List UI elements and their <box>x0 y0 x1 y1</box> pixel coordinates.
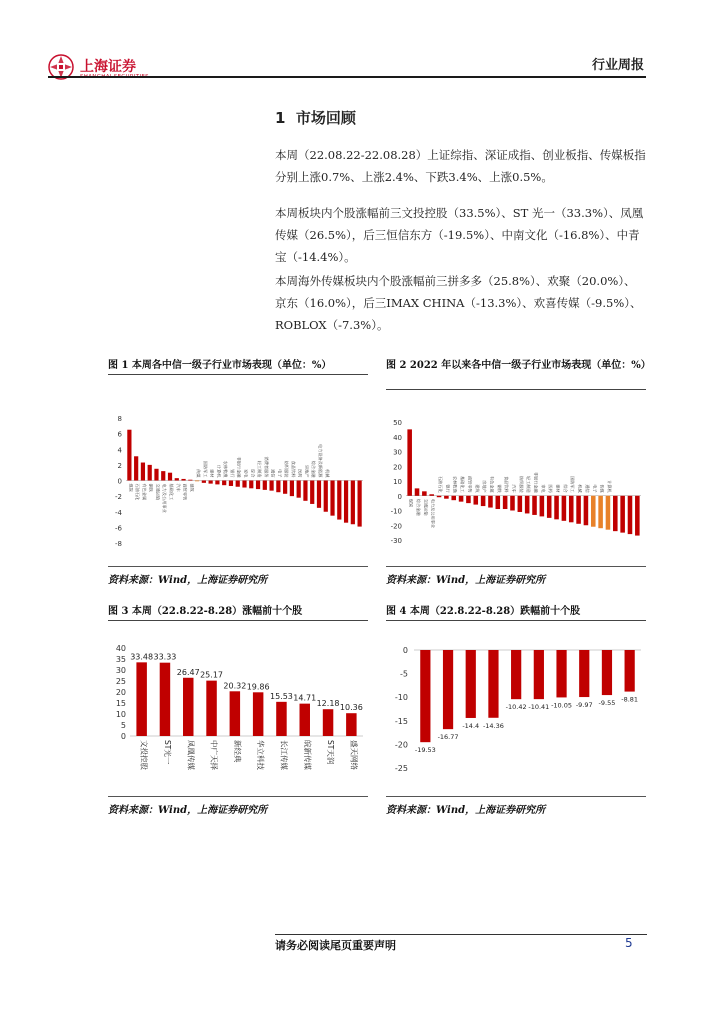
value-label: -19.53 <box>414 746 436 755</box>
bar <box>510 496 515 511</box>
chart-industry-weekly <box>108 400 368 560</box>
x-tick-label: 房地产 <box>304 464 310 478</box>
y-tick-label: 20 <box>393 463 402 472</box>
x-tick-label: 商贸零售 <box>467 475 473 493</box>
chart-top10-losers <box>386 640 646 790</box>
x-tick-label: 农林牧渔 <box>452 475 458 493</box>
y-tick-label: 0 <box>117 477 122 486</box>
x-tick-label: 传媒 <box>599 484 605 493</box>
value-label: -10.42 <box>505 703 527 712</box>
bar <box>206 681 216 736</box>
source3-divider <box>108 796 368 797</box>
x-tick-label: 长江传媒 <box>279 740 289 770</box>
bar <box>451 496 456 500</box>
bar <box>496 496 501 509</box>
header-divider <box>48 76 646 78</box>
x-tick-label: 建筑 <box>189 483 195 492</box>
fig3-title: 图 3 本周（22.8.22-8.28）涨幅前十个股 <box>108 606 303 617</box>
x-tick-label: 银行 <box>229 469 235 478</box>
y-tick-label: -2 <box>115 493 122 502</box>
y-tick-label: 35 <box>115 655 126 664</box>
bar <box>276 481 280 493</box>
bar <box>209 481 213 484</box>
x-tick-label: 综合金融 <box>311 460 317 478</box>
y-tick-label: -5 <box>400 669 408 679</box>
bar <box>127 430 131 481</box>
x-tick-label: 计算机 <box>606 480 612 493</box>
x-tick-label: ST光一 <box>162 740 172 765</box>
y-tick-label: 10 <box>115 710 126 719</box>
bar <box>195 481 199 482</box>
y-tick-label: 10 <box>393 478 402 486</box>
fig4-title: 图 4 本周（22.8.22-8.28）跌幅前十个股 <box>386 606 581 617</box>
bar <box>422 491 427 495</box>
x-tick-label: 石油石化 <box>135 483 141 501</box>
bar <box>181 479 185 481</box>
bar <box>481 496 486 506</box>
paragraph-2: 本周板块内个股涨幅前三文投控股（33.5%）、ST 光一（33.3%）、凤凰传媒（26.5%），后三恒信东方（-19.5%）、中南文化（-16.8%）、中青宝（-14.4%）。 <box>275 206 644 264</box>
bar <box>503 496 508 509</box>
x-tick-label: 煤炭 <box>128 483 134 492</box>
value-label: 33.33 <box>153 652 177 662</box>
value-label: -9.55 <box>598 699 616 708</box>
x-tick-label: 医药 <box>297 469 303 478</box>
x-tick-label: 综合 <box>562 484 568 493</box>
bar <box>466 496 471 503</box>
bar <box>222 481 226 486</box>
bar <box>429 494 434 495</box>
bar <box>168 473 172 481</box>
bar <box>415 488 420 495</box>
bar <box>297 481 301 498</box>
bar <box>511 650 521 699</box>
y-tick-label: -20 <box>390 522 402 531</box>
x-tick-label: 盛天网络 <box>349 740 359 770</box>
x-tick-label: 通信 <box>270 469 276 478</box>
bar <box>256 481 260 490</box>
bar <box>443 650 453 729</box>
x-tick-label: 钢铁 <box>148 483 154 492</box>
x-tick-label: 钢铁 <box>496 484 502 493</box>
footer-disclaimer: 请务必阅读尾页重要声明 <box>275 939 396 952</box>
x-tick-label: 非银行金融 <box>236 456 242 478</box>
x-tick-label: 电力及公用事业 <box>430 498 436 529</box>
bar <box>346 713 356 736</box>
x-tick-label: 皖新传媒 <box>302 740 312 770</box>
bar <box>407 429 412 495</box>
bar <box>556 650 566 697</box>
bar <box>351 481 355 525</box>
value-label: 12.18 <box>316 699 340 709</box>
fig2-title-divider <box>386 389 646 390</box>
value-label: -14.36 <box>482 721 504 730</box>
x-tick-label: 轻工制造 <box>526 475 532 493</box>
x-tick-label: 食品饮料 <box>504 475 510 493</box>
x-tick-label: 银行 <box>445 484 451 493</box>
bar <box>579 650 589 697</box>
x-tick-label: 新经典 <box>232 740 242 763</box>
x-tick-label: 综合金融 <box>416 498 422 516</box>
x-tick-label: 建筑 <box>474 484 480 493</box>
fig1-title: 图 1 本周各中信一级子行业市场表现（单位：%） <box>108 360 332 371</box>
bar <box>175 478 179 480</box>
bar <box>242 481 246 488</box>
fig4-title-divider <box>386 620 646 621</box>
y-tick-label: 30 <box>115 666 126 675</box>
x-tick-label: 电力设备及新能源 <box>317 443 323 478</box>
bar <box>576 496 581 524</box>
x-tick-label: 建材 <box>555 484 561 493</box>
bar <box>283 481 287 494</box>
y-tick-label: 40 <box>393 433 402 442</box>
x-tick-label: 电子 <box>277 469 283 478</box>
bar <box>269 481 273 491</box>
x-tick-label: 通信 <box>584 484 590 493</box>
x-tick-label: 交通运输 <box>155 483 161 501</box>
bar <box>323 709 333 736</box>
x-tick-label: 医药 <box>548 484 554 493</box>
x-tick-label: 汽车 <box>511 484 517 493</box>
bar <box>466 650 476 718</box>
y-tick-label: 6 <box>117 430 122 439</box>
bar <box>337 481 341 520</box>
x-tick-label: 基础化工 <box>169 483 175 501</box>
x-tick-label: 房地产 <box>482 480 488 493</box>
x-tick-label: 消费者服务 <box>263 456 269 478</box>
value-label: 10.36 <box>339 703 363 713</box>
x-tick-label: 纺织服装 <box>284 460 290 478</box>
paragraph-1: 本周（22.08.22-22.08.28）上证综指、深证成指、创业板指、传媒板指分别上涨0.7%、上涨2.4%、下跌3.4%、上涨0.5%。 <box>275 148 646 184</box>
x-tick-label: 汽车 <box>175 483 181 492</box>
y-tick-label: 0 <box>397 492 402 501</box>
x-tick-label: 食品饮料 <box>290 460 296 478</box>
x-tick-label: 机械 <box>324 469 330 478</box>
bar <box>525 496 530 514</box>
x-tick-label: 有色金属 <box>141 483 147 501</box>
x-tick-label: 华立科技 <box>256 740 266 770</box>
bar <box>317 481 321 508</box>
bar <box>591 496 596 527</box>
bar <box>253 692 263 736</box>
y-tick-label: -25 <box>394 764 408 773</box>
y-tick-label: -4 <box>115 508 122 517</box>
y-tick-label: 20 <box>115 688 126 697</box>
fig2-source: 资料来源：Wind，上海证券研究所 <box>386 575 546 586</box>
bar <box>358 481 362 527</box>
page-number: 5 <box>625 936 633 950</box>
bar <box>584 496 589 526</box>
y-tick-label: -20 <box>394 740 408 750</box>
bar <box>160 663 170 736</box>
bar <box>290 481 294 497</box>
x-tick-label: 基础化工 <box>460 475 466 493</box>
bar <box>154 469 158 481</box>
bar <box>330 481 334 516</box>
bar <box>540 496 545 517</box>
value-label: -8.81 <box>621 695 639 704</box>
bar <box>134 456 138 480</box>
y-tick-label: 8 <box>117 415 122 423</box>
bar <box>183 678 193 736</box>
x-tick-label: 交通运输 <box>423 498 429 516</box>
fig4-source: 资料来源：Wind，上海证券研究所 <box>386 805 546 816</box>
bar <box>569 496 574 523</box>
y-tick-label: -15 <box>394 716 408 726</box>
source2-divider <box>386 566 646 567</box>
company-logo <box>48 54 168 84</box>
x-tick-label: 建材 <box>209 469 215 478</box>
section-title-text: 市场回顾 <box>295 109 356 127</box>
value-label: -9.97 <box>575 701 593 710</box>
x-tick-label: ST天润 <box>326 740 336 765</box>
x-tick-label: 石油石化 <box>438 475 444 493</box>
fig2-title: 图 2 2022 年以来各中信一级子行业市场表现（单位：%） <box>386 360 651 371</box>
value-label: 14.71 <box>293 693 317 703</box>
bar <box>236 481 240 487</box>
x-tick-label: 纺织服装 <box>518 475 524 493</box>
bar <box>202 481 206 483</box>
x-tick-label: 国防军工 <box>202 460 208 478</box>
bar <box>324 481 328 512</box>
chart-industry-ytd <box>386 400 646 560</box>
value-label: 33.48 <box>130 652 154 662</box>
y-tick-label: 4 <box>117 446 122 455</box>
x-tick-label: 煤炭 <box>408 498 414 508</box>
fig3-title-divider <box>108 620 368 621</box>
y-tick-label: 25 <box>115 677 126 686</box>
section-number: 1 <box>275 109 286 127</box>
bar <box>276 702 286 736</box>
y-tick-label: -10 <box>390 507 402 516</box>
x-tick-label: 电子 <box>592 484 598 493</box>
bar <box>188 480 192 481</box>
fig1-title-divider <box>108 374 368 375</box>
bar <box>532 496 537 515</box>
bar <box>437 496 442 497</box>
x-tick-label: 中广天择 <box>209 740 219 770</box>
value-label: 25.17 <box>200 670 224 680</box>
value-label: 26.47 <box>176 667 200 677</box>
bar <box>602 650 612 695</box>
footer-divider <box>275 934 647 935</box>
fig3-source: 资料来源：Wind，上海证券研究所 <box>108 805 268 816</box>
bar <box>230 691 240 736</box>
bar <box>606 496 611 530</box>
bar <box>148 465 152 481</box>
x-tick-label: 轻工制造 <box>257 460 263 478</box>
y-tick-label: 5 <box>120 721 126 730</box>
bar <box>249 481 253 489</box>
bar <box>161 471 165 480</box>
y-tick-label: 50 <box>393 419 402 427</box>
x-tick-label: 综合 <box>250 469 256 478</box>
y-tick-label: 2 <box>117 461 122 470</box>
bar <box>141 463 145 481</box>
x-tick-label: 机械 <box>577 484 583 493</box>
bar <box>635 496 640 536</box>
bar <box>547 496 552 518</box>
x-tick-label: 国防军工 <box>570 475 576 493</box>
bar <box>518 496 523 512</box>
value-label: 15.53 <box>269 691 293 701</box>
logo-cn: 上海证券 <box>80 59 136 75</box>
x-tick-label: 计算机 <box>216 464 222 478</box>
y-tick-label: 0 <box>120 732 126 741</box>
x-tick-label: 传媒 <box>196 469 202 478</box>
bar <box>628 496 633 534</box>
bar <box>215 481 219 485</box>
x-tick-label: 家电 <box>540 484 546 493</box>
bar <box>554 496 559 520</box>
bar <box>488 650 498 718</box>
bar <box>473 496 478 505</box>
value-label: -10.05 <box>551 701 573 710</box>
section-title <box>275 107 356 128</box>
bar <box>562 496 567 521</box>
bar <box>488 496 493 508</box>
x-tick-label: 有色金属 <box>489 475 495 493</box>
bar <box>613 496 618 531</box>
bar <box>136 662 146 736</box>
source4-divider <box>386 796 646 797</box>
y-tick-label: -10 <box>394 693 408 703</box>
bar <box>263 481 267 490</box>
bar <box>229 481 233 486</box>
y-tick-label: 40 <box>115 644 126 653</box>
paragraph-3: 本周海外传媒板块内个股涨幅前三拼多多（25.8%）、欢聚（20.0%）、京东（16.0%），后三IMAX CHINA（-13.3%）、欢喜传媒（-9.5%）、ROBLOX（-7.3%）。 <box>275 274 642 332</box>
bar <box>344 481 348 523</box>
y-tick-label: 0 <box>402 646 408 655</box>
y-tick-label: -8 <box>115 540 122 548</box>
x-tick-label: 非银行金融 <box>533 471 539 493</box>
bar <box>598 496 603 528</box>
x-tick-label: 商贸零售 <box>182 483 188 501</box>
value-label: -14.4 <box>462 721 480 730</box>
y-tick-label: -6 <box>115 524 122 533</box>
x-tick-label: 凤凰传媒 <box>186 740 196 770</box>
fig1-source: 资料来源：Wind，上海证券研究所 <box>108 575 268 586</box>
y-tick-label: 15 <box>115 699 126 708</box>
x-tick-label: 文投控股 <box>139 740 149 770</box>
bar <box>620 496 625 533</box>
bar <box>625 650 635 692</box>
bar <box>420 650 430 742</box>
bar <box>310 481 314 504</box>
x-tick-label: 农林牧渔 <box>223 460 229 478</box>
y-tick-label: -30 <box>390 537 402 545</box>
value-label: 20.32 <box>223 681 247 691</box>
x-tick-label: 电力及公用事业 <box>162 483 168 513</box>
source1-divider <box>108 566 368 567</box>
value-label: -10.41 <box>528 703 550 712</box>
x-tick-label: 家电 <box>243 469 249 478</box>
report-type: 行业周报 <box>591 58 644 73</box>
bar <box>534 650 544 699</box>
y-tick-label: 30 <box>393 448 402 457</box>
bar <box>444 496 449 499</box>
bar <box>300 704 310 736</box>
bar <box>459 496 464 502</box>
value-label: 19.86 <box>246 682 270 692</box>
value-label: -16.77 <box>437 733 459 742</box>
chart-top10-gainers <box>108 640 368 790</box>
bar <box>303 481 307 501</box>
